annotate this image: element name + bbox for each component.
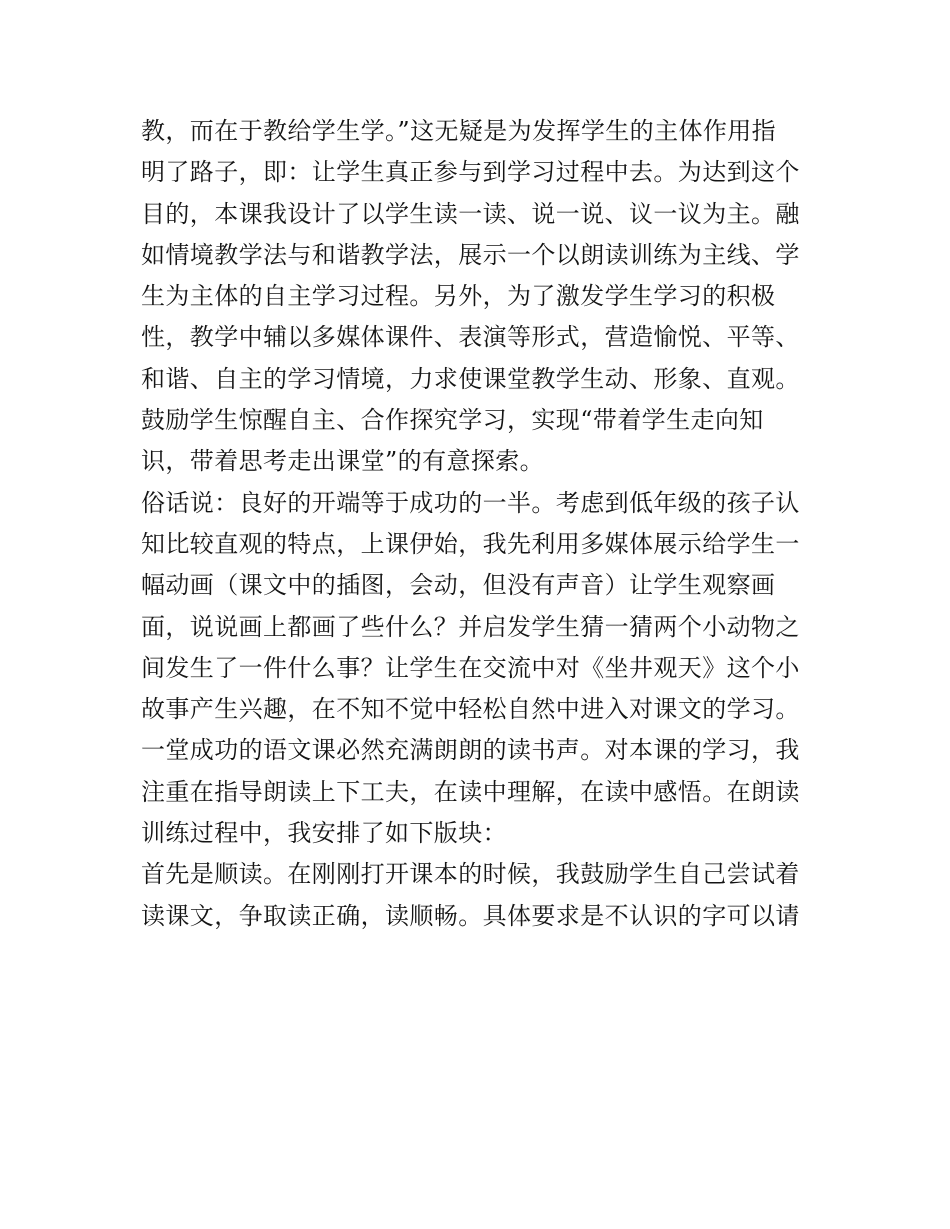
text-line: 知比较直观的特点，上课伊始，我先利用多媒体展示给学生一 [141,529,800,558]
text-line: 和谐、自主的学习情境，力求使课堂教学生动、形象、直观。 [141,364,800,393]
text-line: 故事产生兴趣，在不知不觉中轻松自然中进入对课文的学习。 [141,695,800,724]
text-line: 注重在指导朗读上下工夫，在读中理解，在读中感悟。在朗读 [141,777,800,806]
text-line: 性，教学中辅以多媒体课件、表演等形式，营造愉悦、平等、 [141,323,800,352]
text-line: 教，而在于教给学生学。”这无疑是为发挥学生的主体作用指 [141,117,777,145]
document-body-text [141,111,821,937]
text-line: 识，带着思考走出课堂”的有意探索。 [141,447,545,476]
text-line: 首先是顺读。在刚刚打开课本的时候，我鼓励学生自己尝试着 [141,860,800,889]
text-line: 明了路子，即：让学生真正参与到学习过程中去。为达到这个 [141,158,800,187]
text-line: 如情境教学法与和谐教学法，展示一个以朗读训练为主线、学 [141,240,800,269]
text-line: 目的，本课我设计了以学生读一读、说一说、议一议为主。融 [141,199,800,228]
text-line: 训练过程中，我安排了如下版块： [141,819,507,848]
text-line: 读课文，争取读正确，读顺畅。具体要求是不认识的字可以请 [141,901,800,930]
text-line: 生为主体的自主学习过程。另外，为了激发学生学习的积极 [141,282,776,311]
text-line: 鼓励学生惊醒自主、合作探究学习，实现“带着学生走向知 [141,406,764,435]
text-line: 一堂成功的语文课必然充满朗朗的读书声。对本课的学习，我 [141,736,800,765]
text-line: 面，说说画上都画了些什么？并启发学生猜一猜两个小动物之 [141,612,800,641]
text-line: 幅动画（课文中的插图，会动，但没有声音）让学生观察画 [141,571,776,600]
text-line: 间发生了一件什么事？让学生在交流中对《坐井观天》这个小 [141,653,800,682]
text-line: 俗话说：良好的开端等于成功的一半。考虑到低年级的孩子认 [141,488,800,517]
